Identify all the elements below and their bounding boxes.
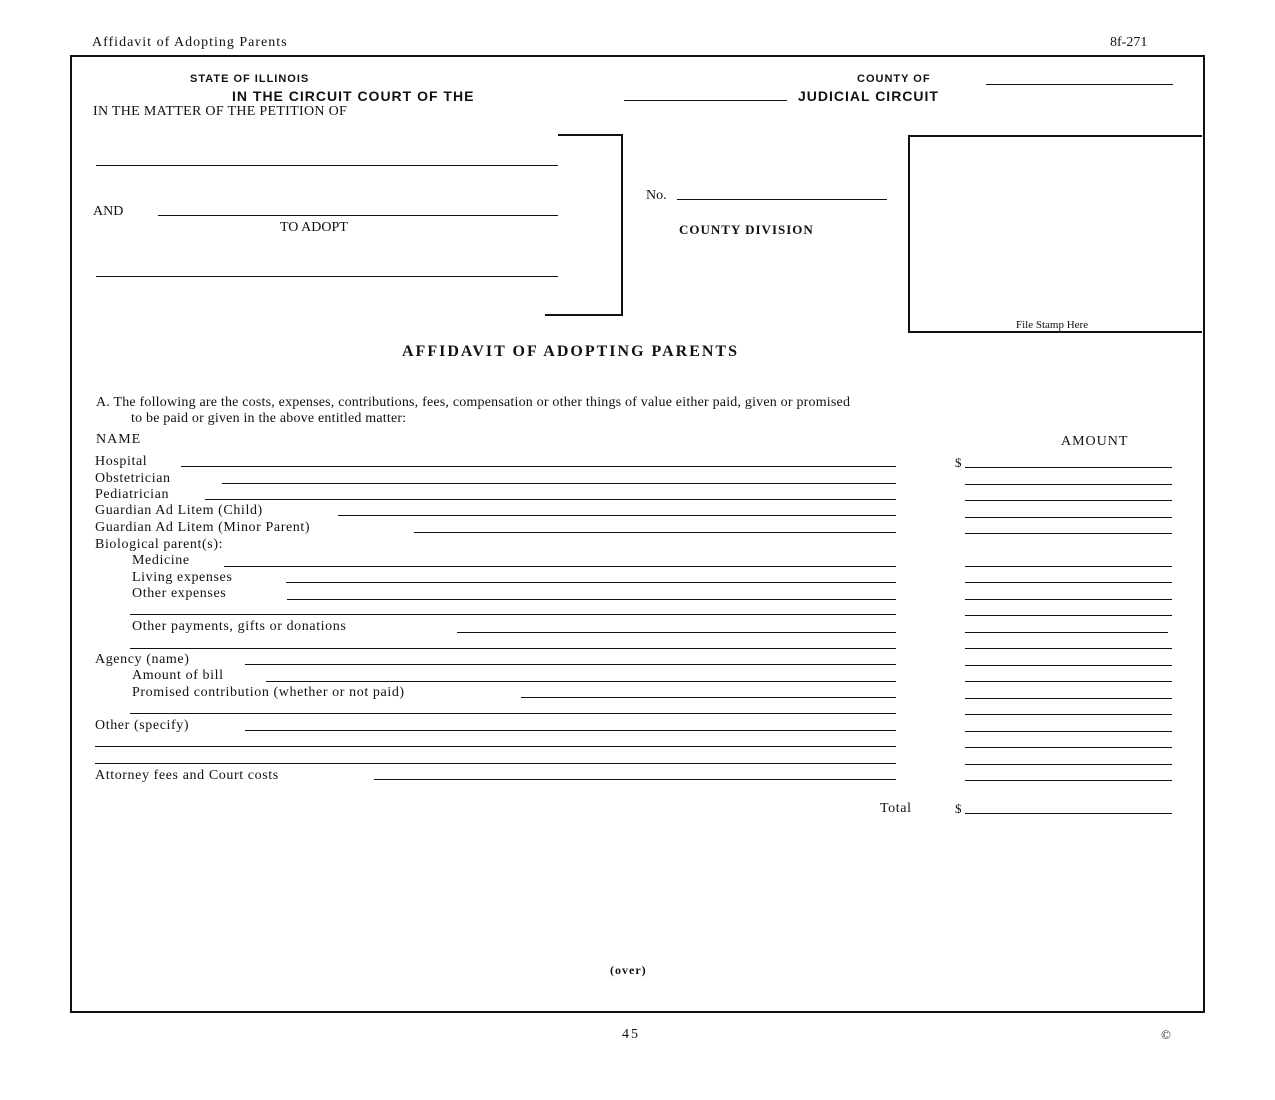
other-specify-extra-amount-1[interactable] <box>965 747 1172 748</box>
county-division: COUNTY DIVISION <box>679 222 814 237</box>
child-line[interactable] <box>96 276 558 277</box>
promised-label: Promised contribution (whether or not paid) <box>132 685 405 700</box>
copyright-mark: © <box>1161 1027 1171 1042</box>
document-title: AFFIDAVIT OF ADOPTING PARENTS <box>402 343 739 360</box>
other-expenses-extra-line[interactable] <box>130 614 896 615</box>
obstetrician-name-line[interactable] <box>222 483 896 484</box>
gal-child-label: Guardian Ad Litem (Child) <box>95 503 263 518</box>
other-expenses-label: Other expenses <box>132 586 227 601</box>
other-specify-name-line[interactable] <box>245 730 896 731</box>
amount-bill-name-line[interactable] <box>266 681 896 682</box>
medicine-amount-line[interactable] <box>965 566 1172 567</box>
and-label: AND <box>93 204 124 219</box>
hospital-name-line[interactable] <box>181 466 896 467</box>
name-header: NAME <box>96 432 142 447</box>
other-specify-extra-amount-2[interactable] <box>965 764 1172 765</box>
other-specify-amount-line[interactable] <box>965 731 1172 732</box>
promised-extra-line[interactable] <box>130 713 896 714</box>
matter-label: IN THE MATTER OF THE PETITION OF <box>93 104 348 119</box>
pediatrician-label: Pediatrician <box>95 487 170 502</box>
living-name-line[interactable] <box>286 582 896 583</box>
amount-header: AMOUNT <box>1061 434 1129 449</box>
copetitioner-line[interactable] <box>158 215 558 216</box>
file-stamp-label: File Stamp Here <box>1016 319 1089 331</box>
gal-minor-label: Guardian Ad Litem (Minor Parent) <box>95 520 311 535</box>
other-specify-label: Other (specify) <box>95 718 190 733</box>
form-title: Affidavit of Adopting Parents <box>92 35 288 50</box>
other-expenses-name-line[interactable] <box>287 599 896 600</box>
hospital-amount-line[interactable] <box>965 467 1172 468</box>
medicine-label: Medicine <box>132 553 190 568</box>
obstetrician-amount-line[interactable] <box>965 484 1172 485</box>
pediatrician-name-line[interactable] <box>205 499 896 500</box>
bracket-bottom <box>545 314 623 316</box>
bracket-top <box>558 134 622 136</box>
hospital-label: Hospital <box>95 454 148 469</box>
other-payments-extra-line[interactable] <box>130 648 896 649</box>
to-adopt-label: TO ADOPT <box>280 220 348 235</box>
county-label: COUNTY OF <box>857 73 931 85</box>
other-payments-label: Other payments, gifts or donations <box>132 619 347 634</box>
case-no-line[interactable] <box>677 199 887 200</box>
amount-bill-amount-line[interactable] <box>965 681 1172 682</box>
living-label: Living expenses <box>132 570 233 585</box>
total-amount-line[interactable] <box>965 813 1172 814</box>
file-stamp-box <box>908 135 1202 333</box>
bio-parents-label: Biological parent(s): <box>95 537 224 552</box>
gal-minor-amount-line[interactable] <box>965 533 1172 534</box>
promised-extra-amount-line[interactable] <box>965 714 1172 715</box>
other-expenses-amount-line[interactable] <box>965 599 1172 600</box>
total-label: Total <box>880 801 912 816</box>
gal-child-name-line[interactable] <box>338 515 896 516</box>
case-no-label: No. <box>646 188 667 203</box>
agency-amount-line[interactable] <box>965 665 1172 666</box>
amount-bill-label: Amount of bill <box>132 668 224 683</box>
over-label: (over) <box>610 963 647 977</box>
page-number: 45 <box>622 1027 640 1042</box>
attorney-label: Attorney fees and Court costs <box>95 768 279 783</box>
other-payments-amount-line[interactable] <box>965 632 1168 633</box>
gal-child-amount-line[interactable] <box>965 517 1172 518</box>
court-prefix: IN THE CIRCUIT COURT OF THE <box>232 88 475 104</box>
other-payments-name-line[interactable] <box>457 632 896 633</box>
total-dollar-sign: $ <box>955 801 962 816</box>
intro-line-2: to be paid or given in the above entitled matter: <box>131 411 407 426</box>
medicine-name-line[interactable] <box>224 566 896 567</box>
other-payments-extra-amount-line[interactable] <box>965 648 1172 649</box>
promised-name-line[interactable] <box>521 697 896 698</box>
bracket-side <box>621 134 623 316</box>
pediatrician-amount-line[interactable] <box>965 500 1172 501</box>
dollar-sign: $ <box>955 455 962 470</box>
living-amount-line[interactable] <box>965 582 1172 583</box>
state-label: STATE OF ILLINOIS <box>190 73 310 85</box>
county-line[interactable] <box>986 84 1173 85</box>
agency-name-line[interactable] <box>245 664 896 665</box>
obstetrician-label: Obstetrician <box>95 471 171 486</box>
form-number: 8f-271 <box>1110 35 1148 50</box>
gal-minor-name-line[interactable] <box>414 532 896 533</box>
other-expenses-extra-amount-line[interactable] <box>965 615 1172 616</box>
intro-line-1: A. The following are the costs, expenses, contributions, fees, compensation or other things of value either paid, given or promised <box>96 395 851 410</box>
promised-amount-line[interactable] <box>965 698 1172 699</box>
circuit-suffix: JUDICIAL CIRCUIT <box>798 88 939 104</box>
attorney-name-line[interactable] <box>374 779 896 780</box>
other-specify-extra-line-1[interactable] <box>95 746 896 747</box>
attorney-amount-line[interactable] <box>965 780 1172 781</box>
agency-label: Agency (name) <box>95 652 190 667</box>
other-specify-extra-line-2[interactable] <box>95 763 896 764</box>
circuit-number-line[interactable] <box>624 100 787 101</box>
petitioner-line[interactable] <box>96 165 558 166</box>
